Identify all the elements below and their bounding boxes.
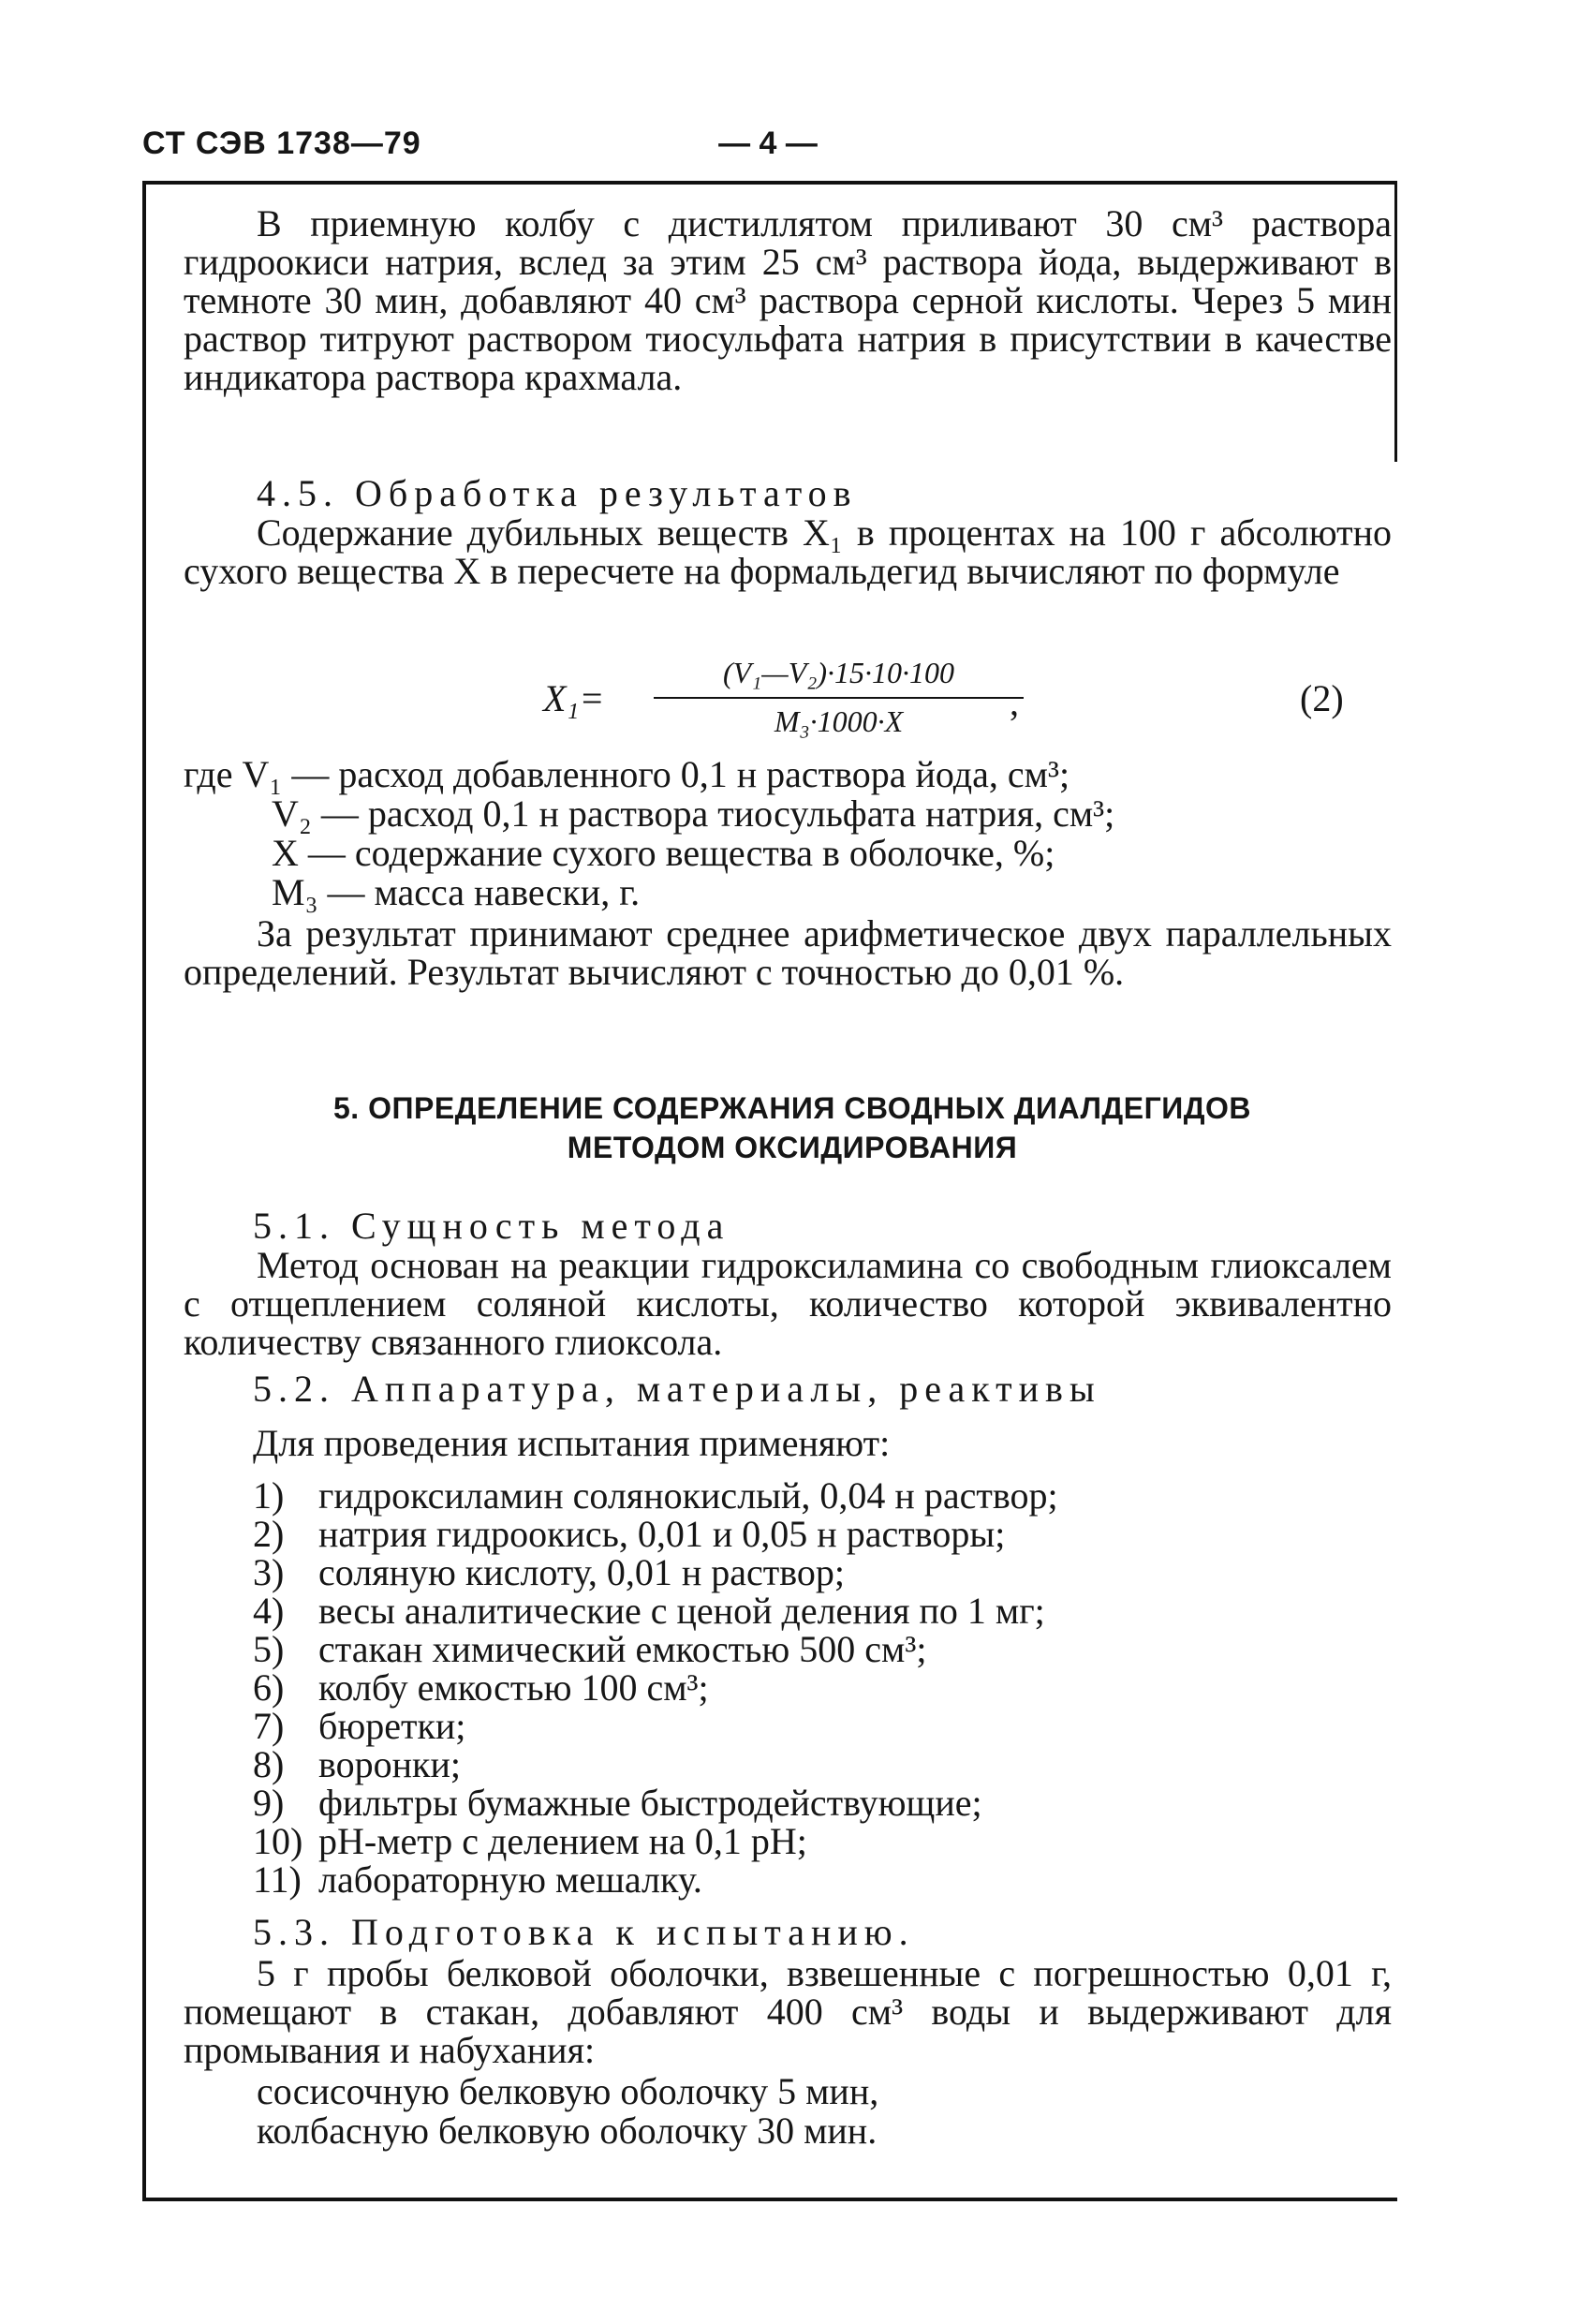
list-item: 6) колбу емкостью 100 см³; <box>253 1666 709 1709</box>
list-item: 8) воронки; <box>253 1743 461 1785</box>
where-line-v1: где V₁ — расход добавленного 0,1 н раствора йода, см³; <box>184 753 1070 795</box>
standard-code: СТ СЭВ 1738—79 <box>142 126 421 161</box>
list-item: 2) натрия гидроокись, 0,01 и 0,05 н растворы; <box>253 1513 1006 1555</box>
list-item: 7) бюретки; <box>253 1705 466 1747</box>
formula-number: (2) <box>1300 677 1344 719</box>
section-5-2-heading: 5.2. Аппаратура, материалы, реактивы <box>253 1368 1101 1410</box>
list-item: 1) гидроксиламин солянокислый, 0,04 н раствор; <box>253 1474 1058 1517</box>
fraction-bar <box>654 697 1024 699</box>
section-5-1-text: Метод основан на реакции гидроксиламина со свободным глиоксалем с отщеплением соляной кислоты, количество которой эквивалентно количеству связанного глиоксола. <box>184 1244 1392 1363</box>
intro-paragraph: В приемную колбу с дистиллятом приливают 30 см³ раствора гидроокиси натрия, вслед за этим 25 см³ раствора йода, выдерживают в темноте 30 мин, добавляют 40 см³ раствора серной кислоты. Через 5 мин раствор титруют раствором тиосульфата натрия в присутствии в качестве индикатора раствора крахмала. <box>184 202 1392 398</box>
where-line-m3: M₃ — масса навески, г. <box>272 871 641 913</box>
formula-denominator: M₃·1000·X <box>774 704 904 738</box>
section-5-2-intro: Для проведения испытания применяют: <box>253 1422 891 1464</box>
page-number: — 4 — <box>718 126 818 161</box>
result-paragraph: За результат принимают среднее арифметическое двух параллельных определений. Результат вычисляют с точностью до 0,01 %. <box>184 912 1392 993</box>
where-line-v2: V₂ — расход 0,1 н раствора тиосульфата натрия, см³; <box>272 792 1115 835</box>
frame-bottom-rule <box>142 2198 1397 2201</box>
list-item: 10) pH-метр с делением на 0,1 pH; <box>253 1820 807 1862</box>
section-5-title-line-1: 5. ОПРЕДЕЛЕНИЕ СОДЕРЖАНИЯ СВОДНЫХ ДИАЛДЕГИДОВ <box>333 1091 1251 1125</box>
section-5-3-text: 5 г пробы белковой оболочки, взвешенные с погрешностью 0,01 г, помещают в стакан, добавляют 400 см³ воды и выдерживают для промывания и набухания: <box>184 1952 1392 2071</box>
frame-top-rule <box>142 181 1397 185</box>
equipment-list <box>253 1476 1377 1899</box>
formula-lhs: X₁= <box>543 677 605 719</box>
list-item: 5) стакан химический емкостью 500 см³; <box>253 1628 927 1670</box>
section-5-1-heading: 5.1. Сущность метода <box>253 1205 730 1247</box>
list-item: 4) весы аналитические с ценой деления по 1 мг; <box>253 1590 1045 1632</box>
list-item: 9) фильтры бумажные быстродействующие; <box>253 1782 982 1824</box>
frame-right-rule <box>1394 181 1397 462</box>
frame-left-rule <box>142 181 146 2199</box>
formula-comma: , <box>1010 681 1019 723</box>
section-5-3-heading: 5.3. Подготовка к испытанию. <box>253 1911 915 1953</box>
formula-numerator: (V₁—V₂)·15·10·100 <box>722 656 955 689</box>
section-4-5-heading: 4.5. Обработка результатов <box>257 472 858 514</box>
section-5-title-line-2: МЕТОДОМ ОКСИДИРОВАНИЯ <box>567 1131 1018 1164</box>
section-4-5-text: Содержание дубильных веществ X₁ в процентах на 100 г абсолютно сухого вещества X в пересчете на формальдегид вычисляют по формуле <box>184 511 1392 592</box>
section-5-3-line-2: колбасную белковую оболочку 30 мин. <box>257 2109 878 2152</box>
list-item: 3) соляную кислоту, 0,01 н раствор; <box>253 1551 845 1593</box>
section-5-3-line-1: сосисочную белковую оболочку 5 мин, <box>257 2070 879 2112</box>
where-line-x: X — содержание сухого вещества в оболочке, %; <box>272 832 1055 874</box>
list-item: 11) лабораторную мешалку. <box>253 1858 702 1901</box>
